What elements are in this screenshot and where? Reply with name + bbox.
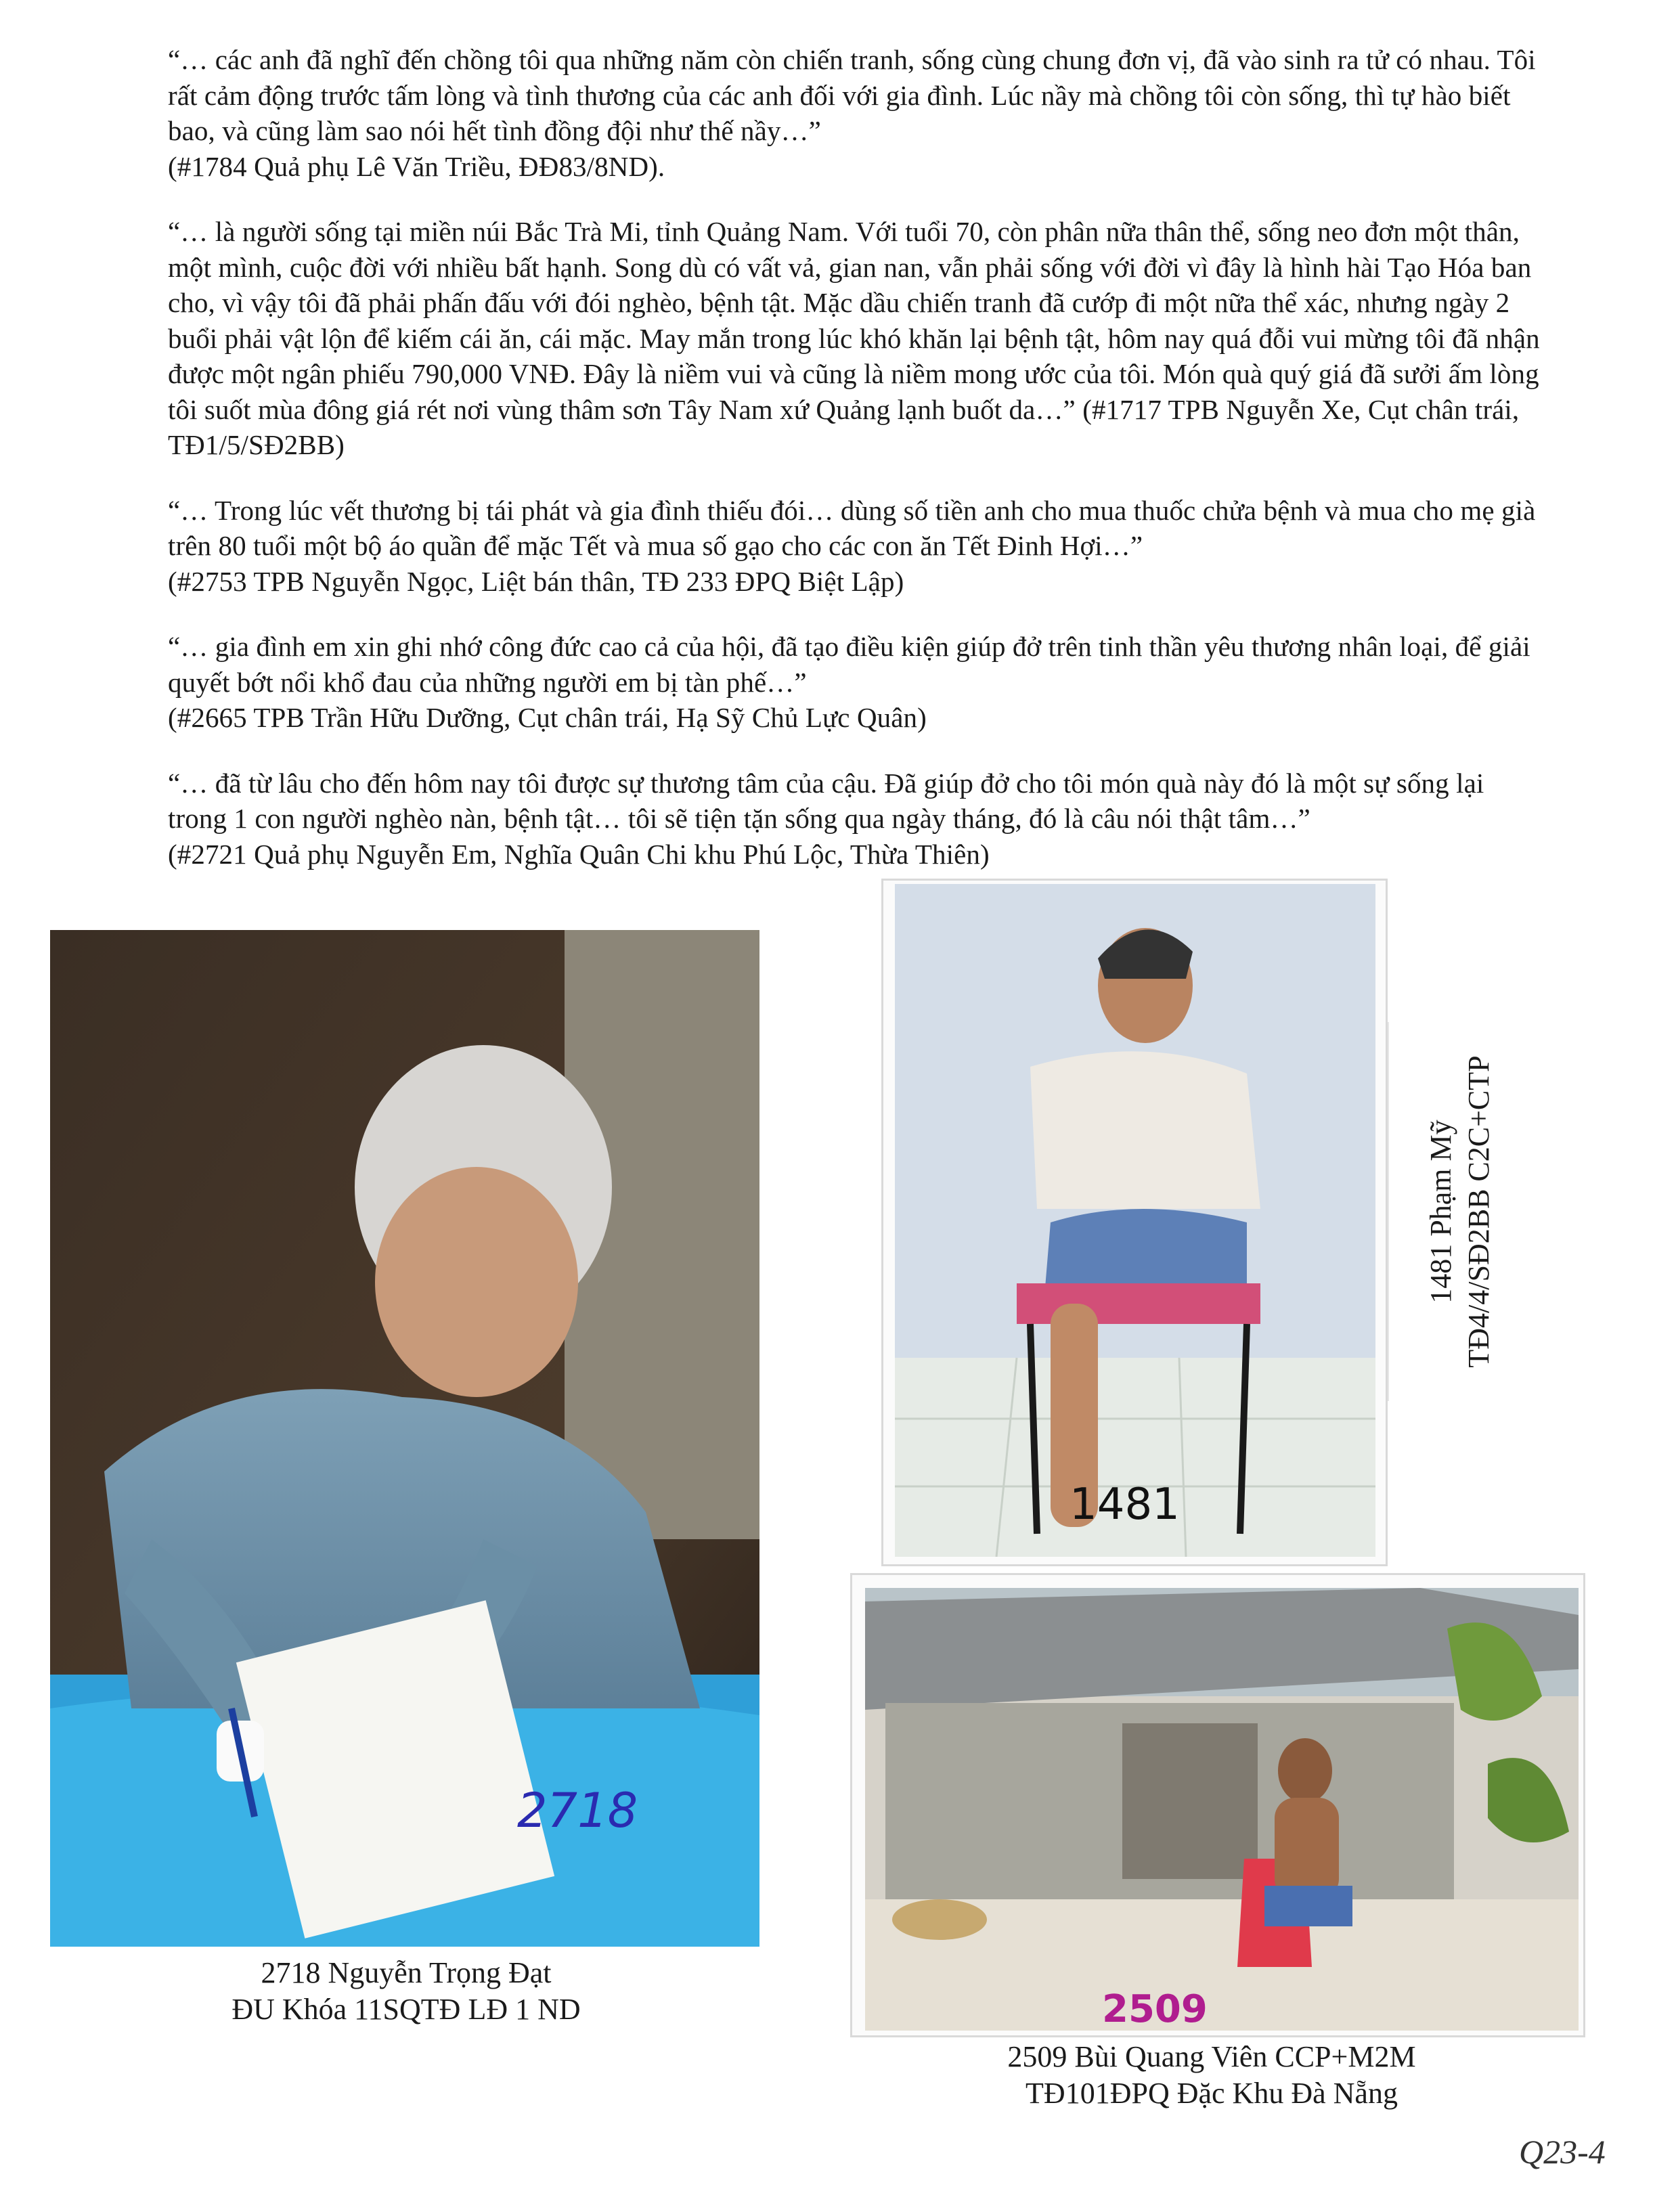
caption-line-2: TĐ101ĐPQ Đặc Khu Đà Nẵng	[1026, 2077, 1398, 2110]
quote-2665	[168, 629, 1542, 736]
quote-attribution: (#2753 TPB Nguyễn Ngọc, Liệt bán thân, TĐ 233 ĐPQ Biệt Lập)	[168, 565, 904, 597]
quote-text: “… Trong lúc vết thương bị tái phát và gia đình thiếu đói… dùng số tiền anh cho mua thuốc chửa bệnh và mua cho mẹ già trên 80 tuổi một bộ áo quần để mặc Tết và mua số gạo cho các con ăn Tết Đinh Hợi…”	[168, 494, 1536, 561]
caption-line-1: 2718 Nguyễn Trọng Đạt	[261, 1956, 552, 1989]
quote-text: “… là người sống tại miền núi Bắc Trà Mi, tỉnh Quảng Nam. Với tuổi 70, còn phân nữa thân thể, sống neo đơn một thân, một mình, cuộc đời với nhiều bất hạnh. Song dù có vất vả, gian nan, vẫn phải sống với đời vì đây là hình hài Tạo Hóa ban cho, vì vậy tôi đã phải phấn đấu với đói nghèo, bệnh tật. Mặc dầu chiến tranh đã cướp đi một nữa thể xác, nhưng ngày 2 buổi phải vật lộn để kiếm cái ăn, cái mặc. May mắn trong lúc khó khăn lại bệnh tật, hôm nay quá đỗi vui mừng tôi đã nhận được một ngân phiếu 790,000 VNĐ. Đây là niềm vui và cũng là niềm mong ước của tôi. Món quà quý giá đã sưởi ấm lòng tôi suốt mùa đông giá rét nơi vùng thâm sơn Tây Nam xứ Quảng lạnh buốt da…” (#1717 TPB Nguyễn Xe, Cụt chân trái, TĐ1/5/SĐ2BB)	[168, 216, 1540, 460]
page-id: Q23-4	[1519, 2133, 1606, 2171]
quote-2721	[168, 766, 1542, 872]
quote-text: “… các anh đã nghĩ đến chồng tôi qua những năm còn chiến tranh, sống cùng chung đơn vị, đã vào sinh ra tử có nhau. Tôi rất cảm động trước tấm lòng và tình thương của các anh đối với gia đình. Lúc nầy mà chồng tôi còn sống, thì tự hào biết bao, và cũng làm sao nói hết tình đồng đội như thế nầy…”	[168, 44, 1536, 146]
caption-line-1: 2509 Bùi Quang Viên CCP+M2M	[1007, 2040, 1416, 2073]
photo-2509	[865, 1588, 1579, 2031]
photo-2718-image	[50, 930, 759, 1947]
quote-attribution: (#1784 Quả phụ Lê Văn Triều, ĐĐ83/8ND).	[168, 150, 665, 182]
quote-text: “… gia đình em xin ghi nhớ công đức cao cả của hội, đã tạo điều kiện giúp đở trên tinh thần yêu thương nhân loại, để giải quyết bớt nổi khổ đau của những người em bị tàn phế…”	[168, 631, 1530, 698]
photo-1481-image	[895, 884, 1375, 1557]
quote-attribution: (#2721 Quả phụ Nguyễn Em, Nghĩa Quân Chi khu Phú Lộc, Thừa Thiên)	[168, 838, 990, 870]
handwritten-number: 2509	[1102, 1987, 1208, 2031]
quote-2753	[168, 493, 1542, 600]
handwritten-number: 2718	[517, 1783, 638, 1838]
handwritten-number: 1481	[1069, 1480, 1180, 1530]
quote-text: “… đã từ lâu cho đến hôm nay tôi được sự thương tâm của cậu. Đã giúp đở cho tôi món quà này đó là một sự sống lại trong 1 con người nghèo nàn, bệnh tật… tôi sẽ tiện tặn sống qua ngày tháng, đó là câu nói thật tâm…”	[168, 767, 1484, 834]
photo-1481	[895, 884, 1375, 1557]
caption-2718	[183, 1955, 630, 2028]
caption-1481	[1388, 1022, 1531, 1401]
caption-line-1: 1481 Phạm Mỹ	[1424, 1120, 1457, 1304]
caption-line-2: ĐU Khóa 11SQTĐ LĐ 1 ND	[231, 1993, 581, 2026]
quote-1717	[168, 214, 1542, 463]
quote-attribution: (#2665 TPB Trần Hữu Dưỡng, Cụt chân trái, Hạ Sỹ Chủ Lực Quân)	[168, 702, 927, 733]
testimonials	[168, 42, 1542, 902]
photo-2509-image	[865, 1588, 1579, 2031]
caption-line-2: TĐ4/4/SĐ2BB C2C+CTP	[1462, 1055, 1495, 1368]
caption-2509	[907, 2039, 1516, 2112]
quote-1784	[168, 42, 1542, 184]
photo-2718	[50, 930, 759, 1947]
